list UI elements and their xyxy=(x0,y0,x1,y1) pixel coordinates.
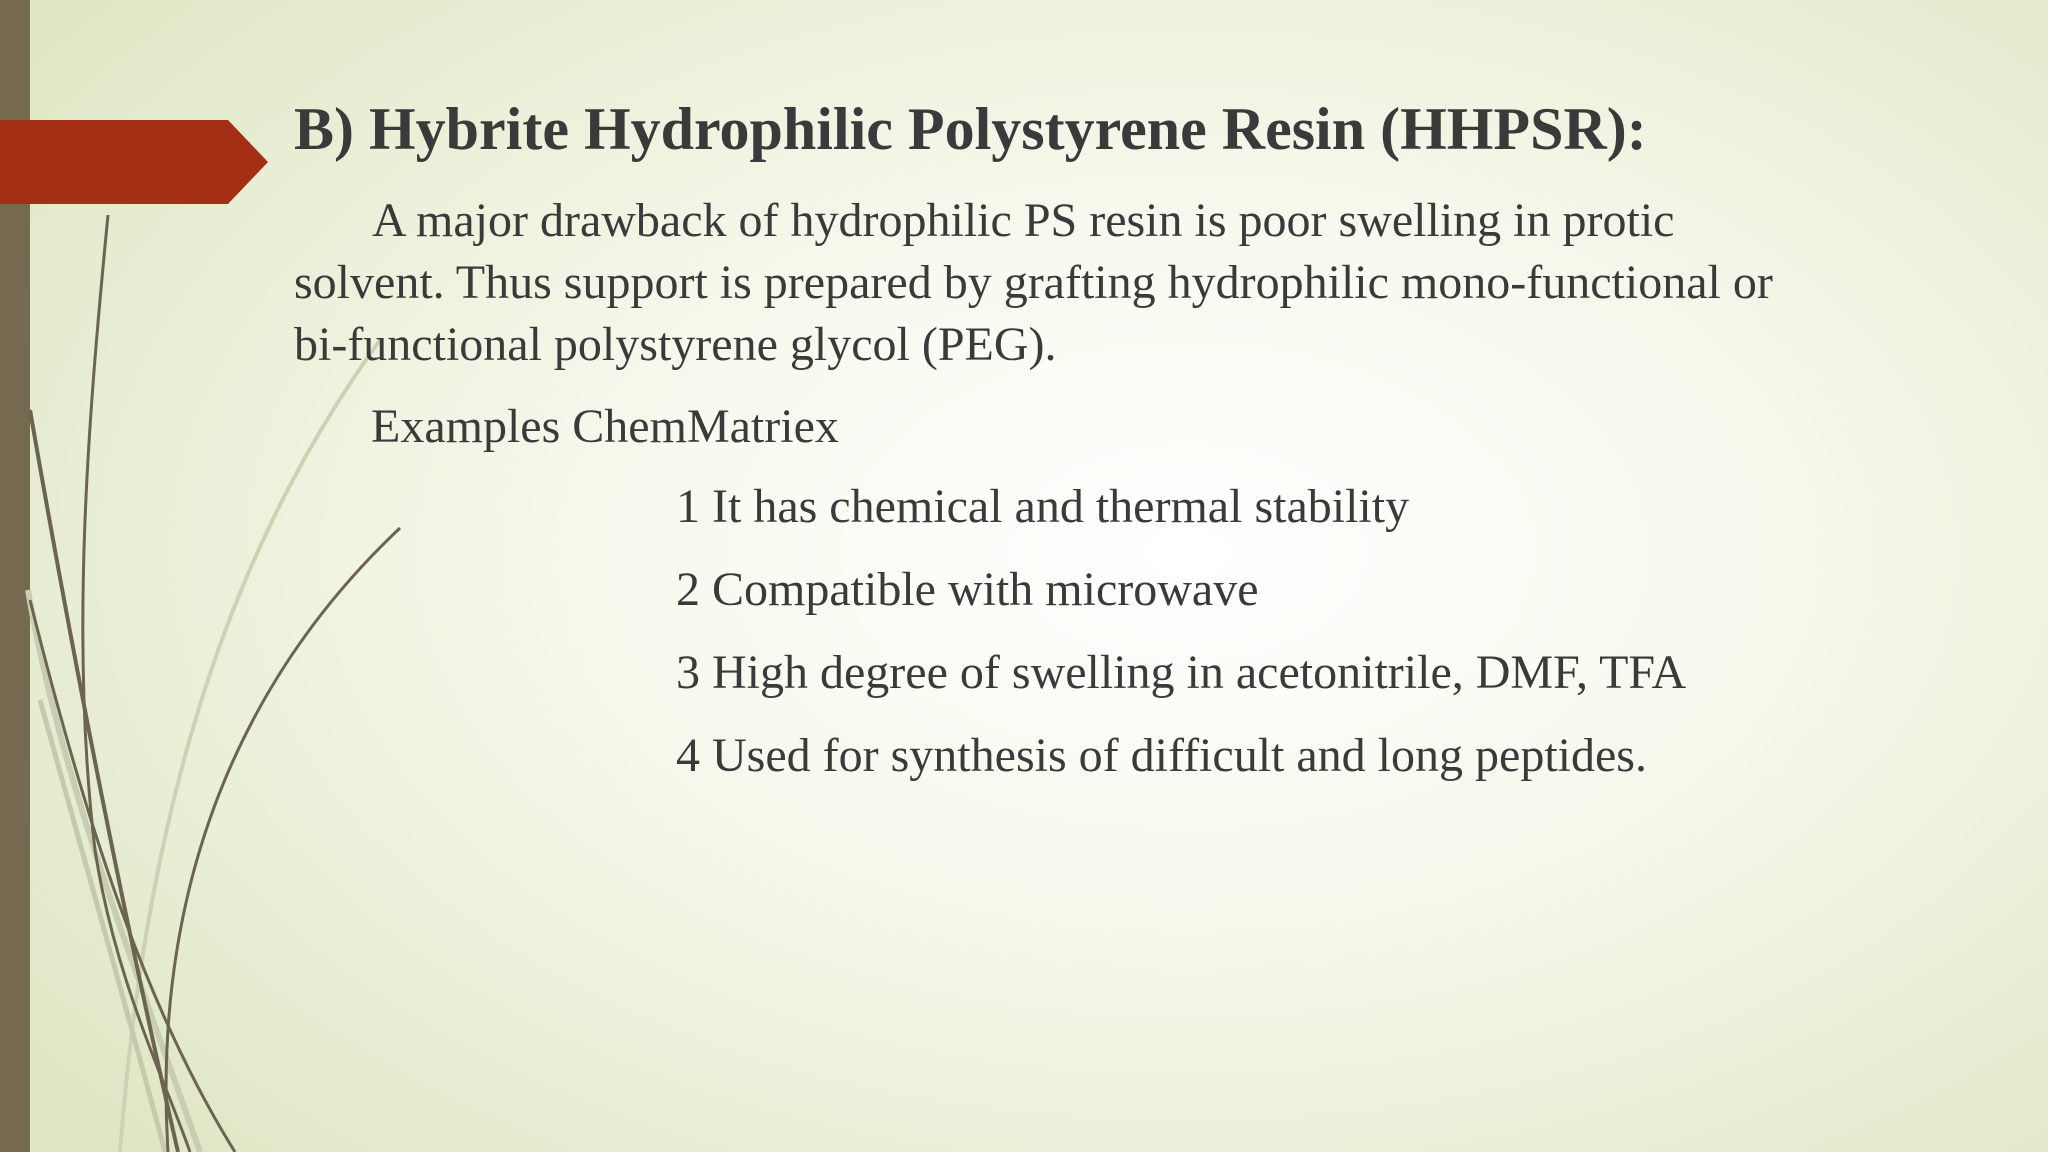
slide-title: B) Hybrite Hydrophilic Polystyrene Resin (HHPSR): xyxy=(294,96,1647,162)
decorative-stroke-4 xyxy=(30,600,235,1152)
list-item: 1 It has chemical and thermal stability xyxy=(676,480,1410,533)
decorative-stroke-3 xyxy=(166,528,400,1152)
decorative-stroke-2 xyxy=(30,410,178,1152)
title-arrow-marker xyxy=(0,120,268,204)
examples-line: Examples ChemMatriex xyxy=(371,400,839,453)
feature-list xyxy=(676,476,1686,808)
list-item: 4 Used for synthesis of difficult and long peptides. xyxy=(676,729,1647,782)
decorative-stroke-light-1 xyxy=(28,590,200,1152)
body-paragraph: A major drawback of hydrophilic PS resin is poor swelling in protic solvent. Thus support is prepared by grafting hydrophilic mono-functional or bi-functional polystyrene glycol (PEG). xyxy=(294,194,1773,371)
list-item: 3 High degree of swelling in acetonitrile, DMF, TFA xyxy=(676,646,1687,699)
decorative-stroke-1 xyxy=(83,215,190,1152)
list-item: 2 Compatible with microwave xyxy=(676,563,1259,616)
